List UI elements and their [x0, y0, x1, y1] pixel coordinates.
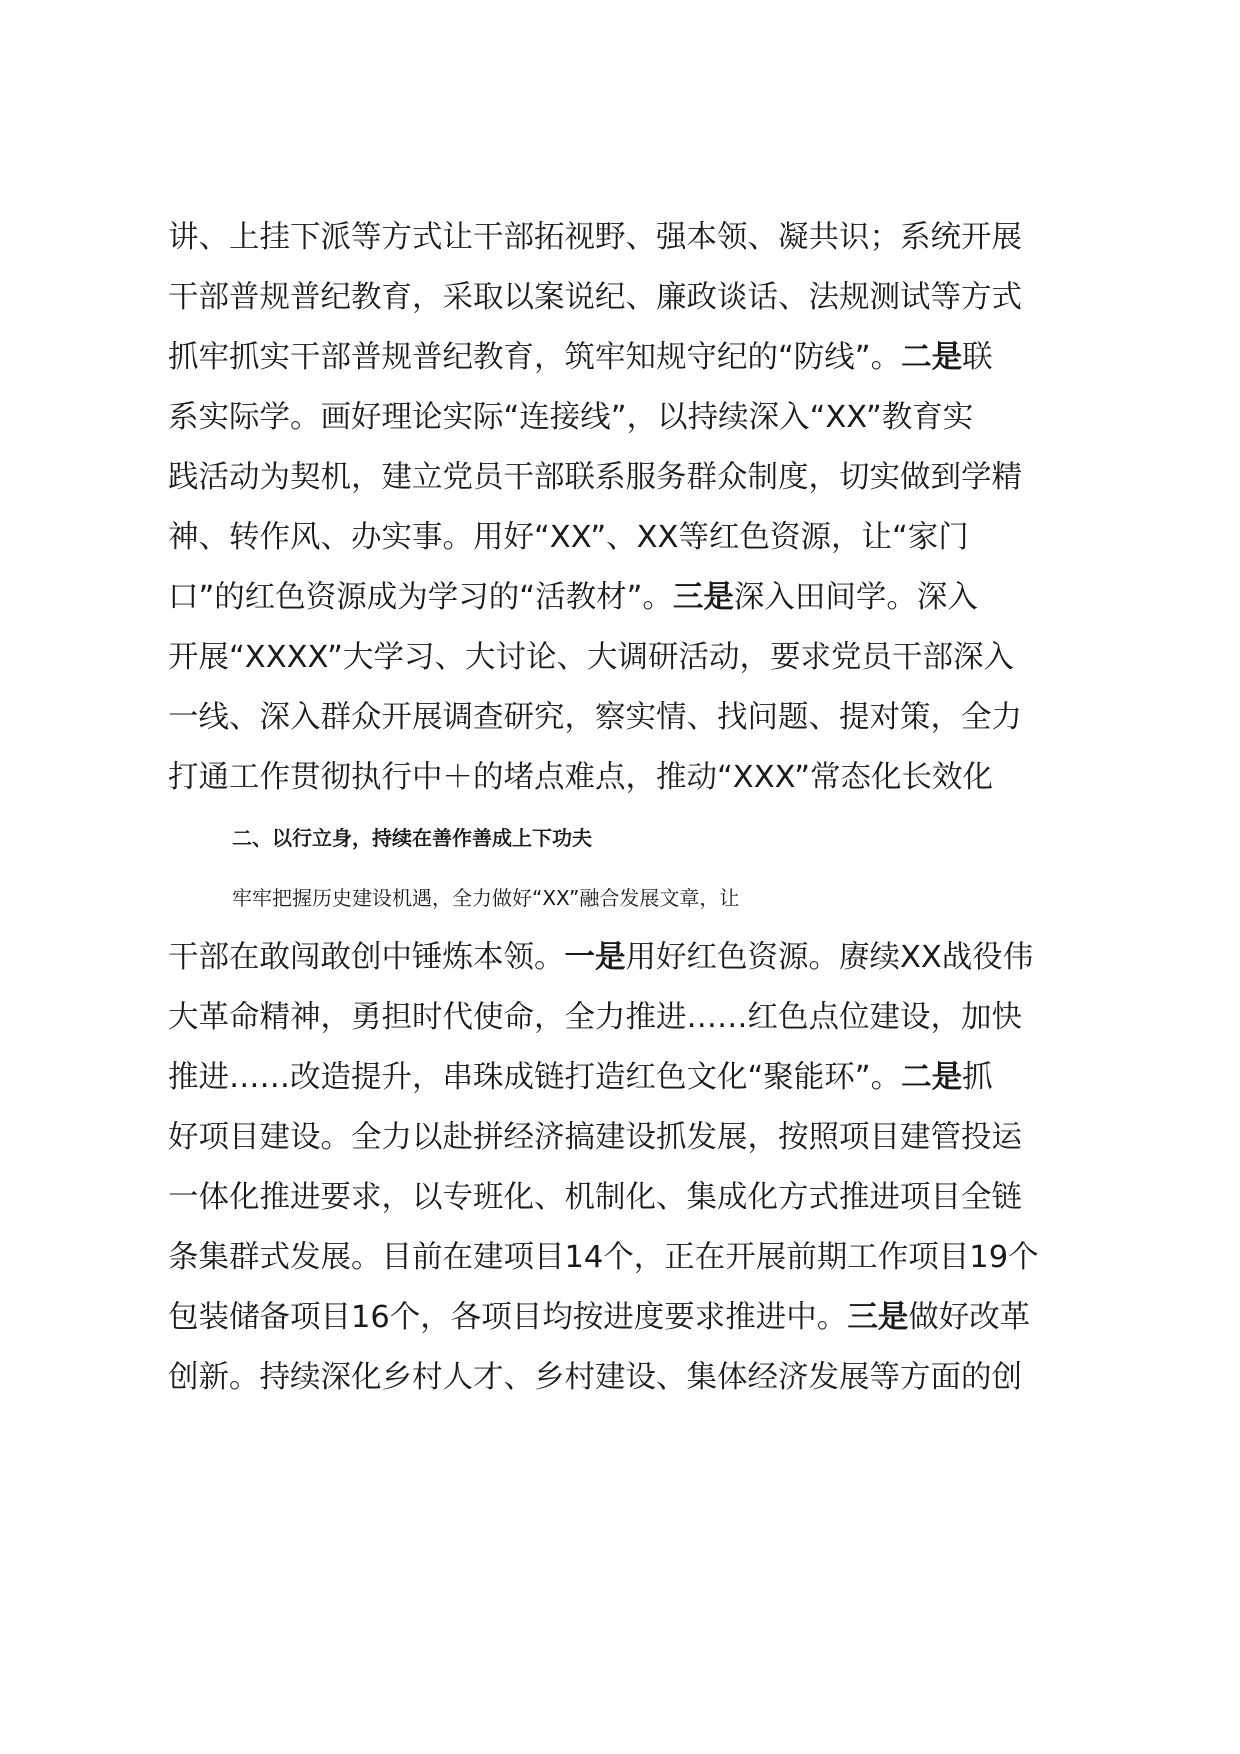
bold-marker: 二是	[901, 1060, 963, 1095]
para1-line-3: 抓牢抓实干部普规普纪教育，筑牢知规守纪的“防线”。二是联	[168, 340, 993, 375]
para1-line-10: 打通工作贯彻执行中＋的堵点难点，推动“XXX”常态化长效化	[168, 760, 994, 795]
para2-line-3: 大革命精神，勇担时代使命，全力推进……红色点位建设，加快	[168, 1000, 1022, 1035]
bold-marker: 三是	[847, 1300, 909, 1335]
para1-line-4: 系实际学。画好理论实际“连接线”，以持续深入“XX”教育实	[168, 400, 974, 435]
para1-line-2: 干部普规普纪教育，采取以案说纪、廉政谈话、法规测试等方式	[168, 280, 1022, 315]
para2-line-9: 创新。持续深化乡村人才、乡村建设、集体经济发展等方面的创	[168, 1360, 1022, 1395]
para2-line-1: 牢牢把握历史建设机遇，全力做好“XX”融合发展文章，让	[232, 886, 740, 910]
para2-line-2: 干部在敢闯敢创中锤炼本领。一是用好红色资源。赓续XX战役伟	[168, 940, 1034, 975]
para1-line-9: 一线、深入群众开展调查研究，察实情、找问题、提对策，全力	[168, 700, 1022, 735]
para1-line-6: 神、转作风、办实事。用好“XX”、XX等红色资源，让“家门	[168, 520, 969, 555]
bold-marker: 三是	[672, 580, 734, 615]
section-heading: 二、以行立身，持续在善作善成上下功夫	[232, 826, 592, 850]
para1-line-5: 践活动为契机，建立党员干部联系服务群众制度，切实做到学精	[168, 460, 1022, 495]
para1-line-8: 开展“XXXX”大学习、大讨论、大调研活动，要求党员干部深入	[168, 640, 1014, 675]
para1-line-7: 口”的红色资源成为学习的“活教材”。三是深入田间学。深入	[168, 580, 978, 615]
para2-line-8: 包装储备项目16个，各项目均按进度要求推进中。三是做好改革	[168, 1300, 1031, 1335]
bold-marker: 一是	[564, 940, 626, 975]
para2-line-4: 推进……改造提升，串珠成链打造红色文化“聚能环”。二是抓	[168, 1060, 993, 1095]
bold-marker: 二是	[901, 340, 963, 375]
para2-line-5: 好项目建设。全力以赴拼经济搞建设抓发展，按照项目建管投运	[168, 1120, 1022, 1155]
para1-line-1: 讲、上挂下派等方式让干部拓视野、强本领、凝共识；系统开展	[168, 220, 1022, 255]
para2-line-7: 条集群式发展。目前在建项目14个，正在开展前期工作项目19个	[168, 1240, 1039, 1275]
para2-line-6: 一体化推进要求，以专班化、机制化、集成化方式推进项目全链	[168, 1180, 1022, 1215]
